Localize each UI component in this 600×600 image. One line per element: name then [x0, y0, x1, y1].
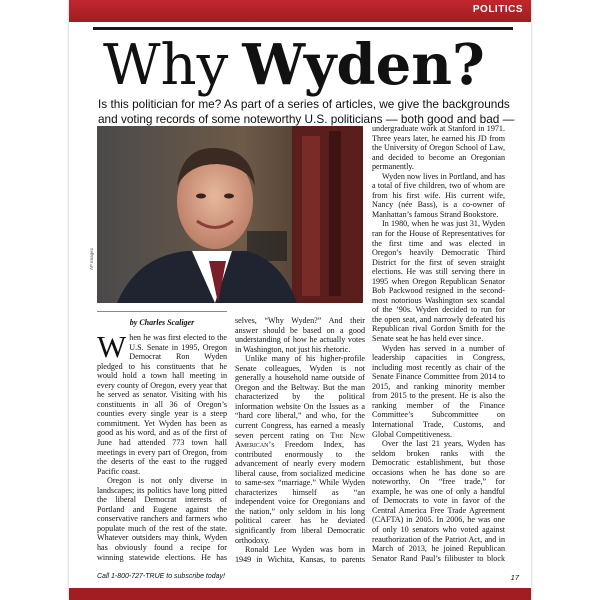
- paragraph: Wyden now lives in Portland, and has a total of five children, two of whom are from his first wife. His current wife, Nancy (née Bass), is a co-owner of Manhattan’s famous Strand Bookstore.: [372, 171, 505, 219]
- portrait-photo: [97, 126, 363, 303]
- article-column-1: [97, 333, 227, 563]
- byline: by Charles Scaliger: [97, 311, 227, 327]
- article-column-2: [235, 316, 365, 563]
- photo-credit: AP Images: [89, 248, 94, 270]
- paragraph: selves, “Why Wyden?” And their answer should be based on a good understanding of how he actually votes in Washington, not just his rhetoric.: [235, 316, 365, 354]
- headline-light: Why: [103, 33, 229, 98]
- paragraph: [97, 333, 227, 476]
- paragraph: Ronald Lee Wyden was born in 1949 in Wichita, Kansas, to parents: [235, 545, 365, 563]
- magazine-name: The New American’s: [235, 430, 365, 450]
- paragraph-text: hen he was first elected to the U.S. Senate in 1995, Oregon Democrat Ron Wyden pledged to his constituents that he would hold a town hall meeting in every county of Oregon, every year that he served as senator. Visiting with his constituents in all 36 of Oregon’s counties every single year is a steep commitment. Yet Wyden has been as good as his word, and as of the first of June had attended 773 town hall meetings in every part of Oregon, from the deserts of the east to the rugged Pacific coast.: [97, 333, 227, 476]
- footer-bar: [69, 588, 531, 600]
- section-label: POLITICS: [472, 4, 523, 15]
- paragraph: In 1980, when he was just 31, Wyden ran for the House of Representatives for the first time and was elected in Oregon’s heavily Democratic Third District for the first of seven straight elections. He was still serving there in 1995 when Oregon Republican Senator Bob Packwood resigned in the second-most notorious Washington sex scandal of the ’90s. Wyden decided to run for the open seat, and narrowly defeated his Republican rival Gordon Smith for the Senate seat he has held ever since.: [372, 219, 505, 344]
- headline-bold: Wyden?: [242, 32, 485, 98]
- headline: [103, 32, 485, 98]
- magazine-page: [69, 0, 531, 600]
- page-number: 17: [510, 573, 519, 582]
- paragraph: Wyden has served in a number of leadership capacities in Congress, including most recently as chair of the Senate Finance Committee from 2014 to 2015, and ranking minority member from 2015 to the present. He is also the ranking member of the Finance Committee’s Subcommittee on International Trade, Customs, and Global Competitiveness.: [372, 343, 505, 439]
- paragraph: undergraduate work at Stanford in 1971. Three years later, he earned his JD from the University of Oregon School of Law, and decided to become an Oregonian permanently.: [372, 124, 505, 172]
- drop-cap: W: [97, 333, 127, 364]
- paragraph: [235, 354, 365, 545]
- header-rule: [93, 27, 513, 30]
- section-header-bar: [69, 0, 531, 22]
- deck-subtitle: Is this politician for me? As part of a series of articles, we give the backgrounds and voting records of some noteworthy U.S. politicians — both good and bad —: [98, 97, 515, 126]
- article-column-3: [372, 124, 505, 564]
- paragraph-text: Freedom Index, has contributed enormously to the advancement of nearly every modern liberal cause, from socialized medicine to same-sex “marriage.” While Wyden characterizes himself as “an independent voice for Oregonians and the nation,” only seldom in his long political career has he deviated significantly from liberal Democratic orthodoxy.: [235, 440, 365, 545]
- paragraph: Oregon is not only diverse in landscapes; its politics have long pitted the liberal Democrat interests of Portland and Eugene against the conservative ranchers and farmers who populate much of the rest of the state. Whatever outsiders may think, Wyden has obviously found a recipe for winning statewide elections. He has: [97, 476, 227, 562]
- portrait-illustration: [97, 126, 363, 303]
- paragraph: Over the last 21 years, Wyden has seldom broken ranks with the Democratic establishment, but those occasions when he has done so are noteworthy. On “free trade,” for example, he was one of only a handful of Democrats to vote in favor of the Central America Free Trade Agreement (CAFTA) in 2005. In 2006, he was one of only 10 senators who voted against reauthorization of the Patriot Act, and in March of 2013, he joined Republican Senator Rand Paul’s filibuster to block: [372, 439, 505, 563]
- subscribe-footer: Call 1-800-727-TRUE to subscribe today!: [97, 573, 226, 580]
- paragraph-text: Unlike many of his higher-profile Senate colleagues, Wyden is not generally a household name outside of Oregon and the Beltway. But the man characterized by the political information website On the Issues as a “hard core liberal,” and who, for the current Congress, has earned a measly seven percent rating on: [235, 354, 365, 440]
